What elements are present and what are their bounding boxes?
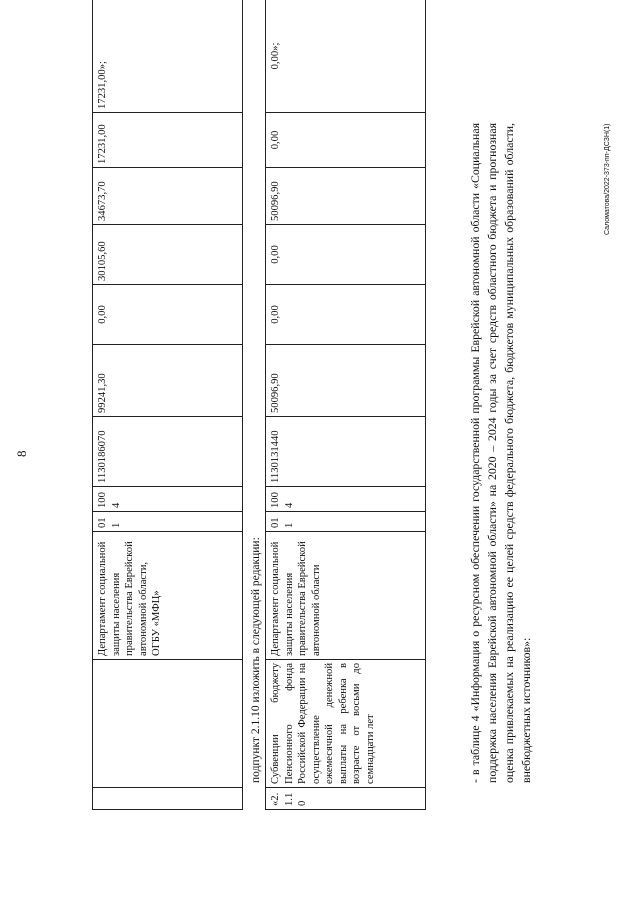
cell-name [93, 660, 243, 788]
cell-2022: 34673,70 [93, 168, 243, 225]
budget-table-top [92, 0, 243, 810]
cell-2024: 0,00»; [266, 0, 426, 113]
cell-number: «2.1.10 [266, 788, 426, 810]
cell-2023: 17231,00 [93, 113, 243, 168]
cell-grbs: 011 [93, 512, 243, 532]
cell-2021: 0,00 [266, 225, 426, 285]
cell-csr: 1130131440 [266, 417, 426, 487]
cell-2020: 0,00 [266, 285, 426, 345]
table-row [266, 0, 426, 810]
cell-2022: 50096,90 [266, 168, 426, 225]
page-number: 8 [14, 450, 29, 457]
cell-executor: Департамент социальной защиты населения правительства Еврейской автономной области, ОГБУ «МФЦ» [93, 532, 243, 660]
body-paragraph: - в таблице 4 «Информация о ресурсном обеспечении государственной программы Еврейской автономной области «Социальная поддержка населения Еврейской автономной области» на 2020 – 2024 годы за счет средств областного бюджета и прогнозная оценка привлекаемых на реализацию ее целей средств федерального бюджета, бюджетов муниципальных образований области, внебюджетных источников»: [468, 123, 534, 783]
footer-code: Саломатова/2022-373-пп-ДСЗН(1) [604, 123, 611, 235]
cell-number [93, 788, 243, 810]
budget-table-bottom [265, 0, 426, 810]
cell-2023: 0,00 [266, 113, 426, 168]
cell-rzpr: 1004 [266, 487, 426, 512]
cell-grbs: 011 [266, 512, 426, 532]
cell-total: 50096,90 [266, 345, 426, 417]
cell-total: 99241,30 [93, 345, 243, 417]
cell-executor: Департамент социальной защиты населения правительства Еврейской автономной области [266, 532, 426, 660]
cell-2020: 0,00 [93, 285, 243, 345]
cell-name: Субвенции бюджету Пенсионного фонда Российской Федерации на осуществление ежемесячной денежной выплаты на ребенка в возрасте от восьми до семнадцати лет [266, 660, 426, 788]
cell-2024: 17231,00»; [93, 0, 243, 113]
cell-csr: 1130186070 [93, 417, 243, 487]
table-row [93, 0, 243, 810]
subsection-note: подпункт 2.1.10 изложить в следующей редакции: [250, 537, 262, 783]
cell-2021: 30105,60 [93, 225, 243, 285]
cell-rzpr: 1004 [93, 487, 243, 512]
